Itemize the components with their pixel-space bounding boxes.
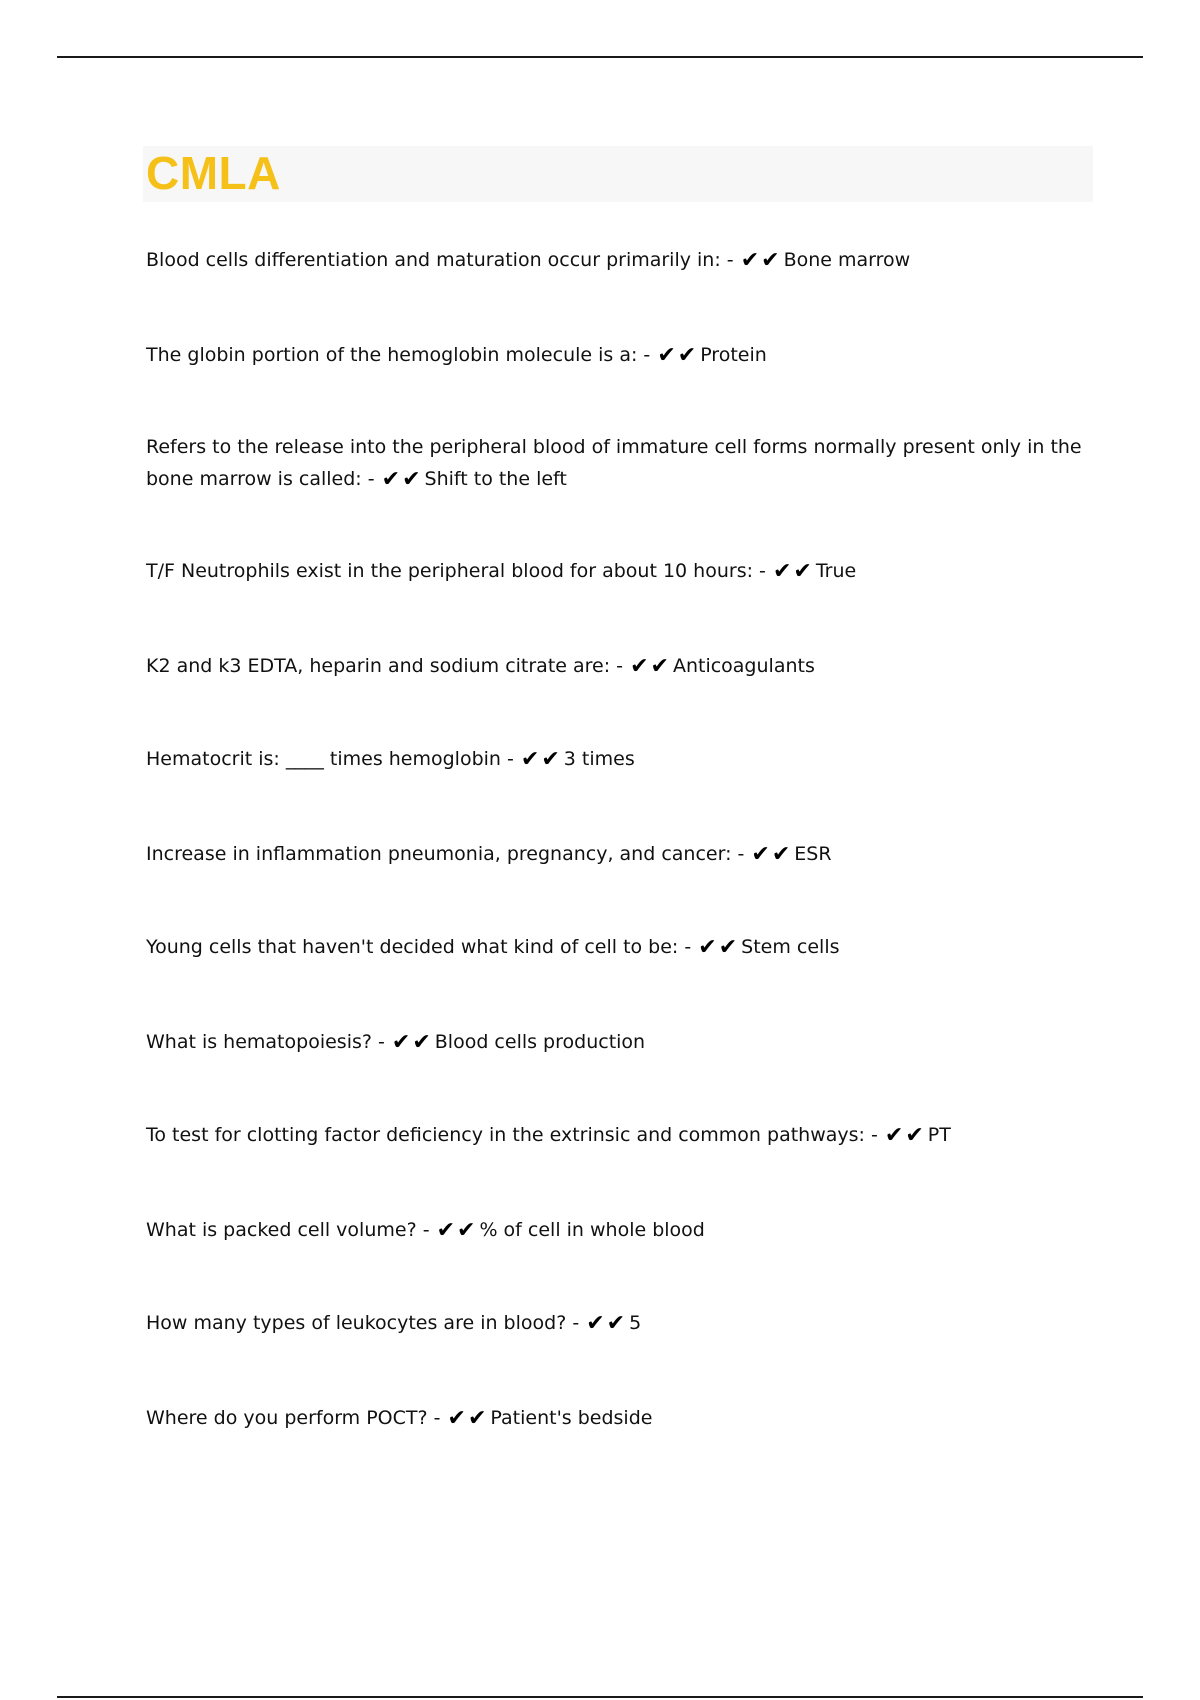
double-check-icon xyxy=(656,339,697,371)
check-icon: ✔ xyxy=(718,935,738,960)
qa-item xyxy=(146,1026,1096,1058)
page-title: CMLA xyxy=(146,147,281,199)
qa-item xyxy=(146,244,1096,276)
answer-text: True xyxy=(815,560,857,582)
question-text: How many types of leukocytes are in blood? xyxy=(146,1312,567,1334)
separator: - xyxy=(753,560,772,582)
question-text: Hematocrit is: ____ times hemoglobin xyxy=(146,748,501,770)
separator: - xyxy=(371,1031,391,1053)
answer-text: % of cell in whole blood xyxy=(479,1219,705,1241)
answer-text: 3 times xyxy=(563,748,635,770)
qa-item xyxy=(146,743,1096,775)
double-check-icon xyxy=(520,743,561,775)
check-icon: ✔ xyxy=(771,842,791,867)
check-icon: ✔ xyxy=(751,842,770,867)
answer-text: 5 xyxy=(629,1312,642,1334)
question-text: Blood cells differentiation and maturation occur primarily in: xyxy=(146,249,721,271)
question-text: To test for clotting factor deficiency in the extrinsic and common pathways: xyxy=(146,1124,865,1146)
separator: - xyxy=(500,748,520,770)
check-icon: ✔ xyxy=(761,248,780,273)
question-text: What is hematopoiesis? xyxy=(146,1031,372,1053)
separator: - xyxy=(361,468,381,490)
check-icon: ✔ xyxy=(698,935,717,960)
question-text: Young cells that haven't decided what kind of cell to be: xyxy=(146,936,679,958)
check-icon: ✔ xyxy=(606,1311,626,1336)
separator: - xyxy=(566,1312,586,1334)
answer-text: Bone marrow xyxy=(783,249,911,271)
answer-text: Protein xyxy=(700,344,767,366)
qa-item xyxy=(146,555,1096,587)
check-icon: ✔ xyxy=(905,1123,924,1148)
answer-text: ESR xyxy=(794,843,832,865)
check-icon: ✔ xyxy=(391,1030,411,1055)
check-icon: ✔ xyxy=(520,747,540,772)
double-check-icon xyxy=(884,1119,925,1151)
check-icon: ✔ xyxy=(541,747,560,772)
check-icon: ✔ xyxy=(772,559,792,584)
double-check-icon xyxy=(381,463,422,495)
question-text: T/F Neutrophils exist in the peripheral blood for about 10 hours: xyxy=(146,560,753,582)
separator: - xyxy=(678,936,698,958)
qa-item xyxy=(146,1119,1096,1151)
double-check-icon xyxy=(740,244,781,276)
double-check-icon xyxy=(436,1214,477,1246)
check-icon: ✔ xyxy=(447,1406,466,1431)
check-icon: ✔ xyxy=(677,343,697,368)
check-icon: ✔ xyxy=(884,1123,904,1148)
double-check-icon xyxy=(697,931,738,963)
separator: - xyxy=(637,344,657,366)
check-icon: ✔ xyxy=(381,467,401,492)
question-text: Refers to the release into the peripheral blood of immature cell forms normally present only in the bone marrow is called: xyxy=(146,436,1082,490)
question-text: Where do you perform POCT? xyxy=(146,1407,428,1429)
qa-item xyxy=(146,1214,1096,1246)
answer-text: PT xyxy=(927,1124,951,1146)
check-icon: ✔ xyxy=(630,654,649,679)
answer-text: Patient's bedside xyxy=(490,1407,653,1429)
top-rule xyxy=(57,56,1143,58)
double-check-icon xyxy=(585,1307,626,1339)
double-check-icon xyxy=(750,838,791,870)
separator: - xyxy=(731,843,751,865)
double-check-icon xyxy=(629,650,670,682)
check-icon: ✔ xyxy=(793,559,812,584)
check-icon: ✔ xyxy=(402,467,421,492)
double-check-icon xyxy=(772,555,813,587)
double-check-icon xyxy=(391,1026,432,1058)
qa-item xyxy=(146,1307,1096,1339)
check-icon: ✔ xyxy=(657,343,676,368)
check-icon: ✔ xyxy=(740,248,760,273)
answer-text: Anticoagulants xyxy=(672,655,815,677)
title-band xyxy=(143,146,1093,202)
check-icon: ✔ xyxy=(436,1218,456,1243)
check-icon: ✔ xyxy=(650,654,669,679)
separator: - xyxy=(416,1219,436,1241)
separator: - xyxy=(610,655,630,677)
qa-item xyxy=(146,1402,1096,1434)
check-icon: ✔ xyxy=(467,1406,487,1431)
answer-text: Shift to the left xyxy=(424,468,567,490)
qa-item xyxy=(146,838,1096,870)
answer-text: Stem cells xyxy=(741,936,840,958)
question-text: What is packed cell volume? xyxy=(146,1219,417,1241)
question-text: K2 and k3 EDTA, heparin and sodium citrate are: xyxy=(146,655,611,677)
qa-item xyxy=(146,650,1096,682)
check-icon: ✔ xyxy=(457,1218,476,1243)
separator: - xyxy=(720,249,740,271)
qa-item xyxy=(146,431,1096,495)
question-text: Increase in inflammation pneumonia, pregnancy, and cancer: xyxy=(146,843,732,865)
answer-text: Blood cells production xyxy=(434,1031,646,1053)
qa-item xyxy=(146,931,1096,963)
question-text: The globin portion of the hemoglobin molecule is a: xyxy=(146,344,638,366)
bottom-rule xyxy=(57,1696,1143,1698)
qa-item xyxy=(146,339,1096,371)
check-icon: ✔ xyxy=(412,1030,431,1055)
separator: - xyxy=(427,1407,447,1429)
double-check-icon xyxy=(447,1402,488,1434)
separator: - xyxy=(864,1124,884,1146)
check-icon: ✔ xyxy=(586,1311,605,1336)
